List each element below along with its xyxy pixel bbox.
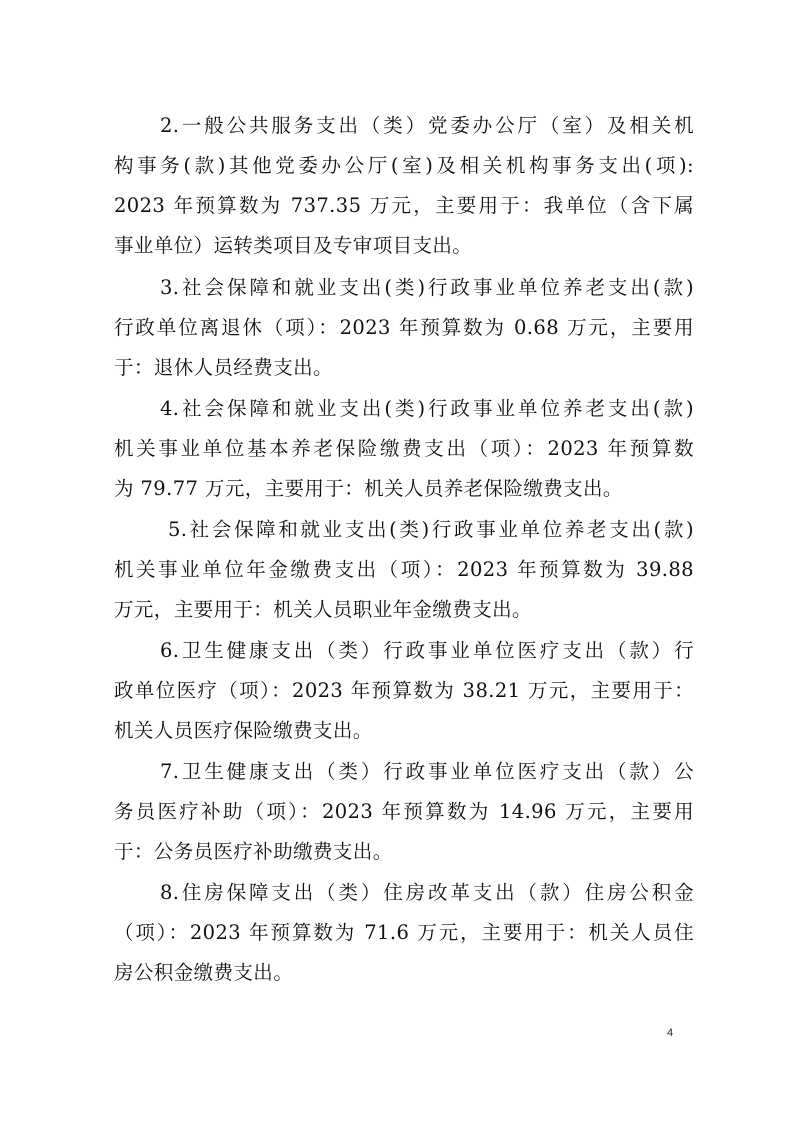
text-line: 于：退休人员经费支出。	[114, 356, 333, 379]
text-line: 6.卫生健康支出（类）行政事业单位医疗支出（款）行	[160, 639, 694, 662]
text-line: 2023 年预算数为 737.35 万元，主要用于：我单位（含下属	[114, 194, 694, 217]
text-line: 政单位医疗（项）：2023 年预算数为 38.21 万元，主要用于：	[114, 679, 694, 702]
text-line: 5.社会保障和就业支出(类)行政事业单位养老支出(款)	[168, 518, 694, 541]
text-line: 万元，主要用于：机关人员职业年金缴费支出。	[114, 598, 532, 621]
text-line: 事业单位）运转类项目及专审项目支出。	[114, 234, 473, 257]
paragraph-item-5	[114, 510, 694, 630]
text-line: 7.卫生健康支出（类）行政事业单位医疗支出（款）公	[160, 760, 694, 783]
page-number: 4	[667, 1027, 674, 1039]
text-line: 2.一般公共服务支出（类）党委办公厅（室）及相关机	[160, 114, 694, 137]
paragraph-item-8	[114, 873, 694, 993]
text-line: （项）：2023 年预算数为 71.6 万元，主要用于：机关人员住	[114, 921, 694, 944]
text-line: 行政单位离退休（项）：2023 年预算数为 0.68 万元，主要用	[114, 316, 694, 339]
paragraph-item-3	[114, 268, 694, 388]
text-line: 务员医疗补助（项）：2023 年预算数为 14.96 万元，主要用	[114, 800, 694, 823]
paragraph-item-2	[114, 106, 694, 266]
text-line: 于：公务员医疗补助缴费支出。	[114, 840, 393, 863]
text-line: 8.住房保障支出（类）住房改革支出（款）住房公积金	[160, 881, 694, 904]
paragraph-item-4	[114, 389, 694, 509]
text-line: 3.社会保障和就业支出(类)行政事业单位养老支出(款)	[160, 276, 694, 299]
text-line: 机关事业单位基本养老保险缴费支出（项）：2023 年预算数	[114, 437, 694, 460]
paragraph-item-6	[114, 631, 694, 751]
text-line: 机关事业单位年金缴费支出（项）：2023 年预算数为 39.88	[114, 558, 694, 581]
text-line: 为 79.77 万元，主要用于：机关人员养老保险缴费支出。	[114, 477, 623, 500]
text-line: 4.社会保障和就业支出(类)行政事业单位养老支出(款)	[160, 397, 694, 420]
text-line: 机关人员医疗保险缴费支出。	[114, 719, 373, 742]
text-line: 房公积金缴费支出。	[114, 961, 294, 984]
paragraph-item-7	[114, 752, 694, 872]
text-line: 构事务(款)其他党委办公厅(室)及相关机构事务支出(项):	[114, 154, 694, 177]
